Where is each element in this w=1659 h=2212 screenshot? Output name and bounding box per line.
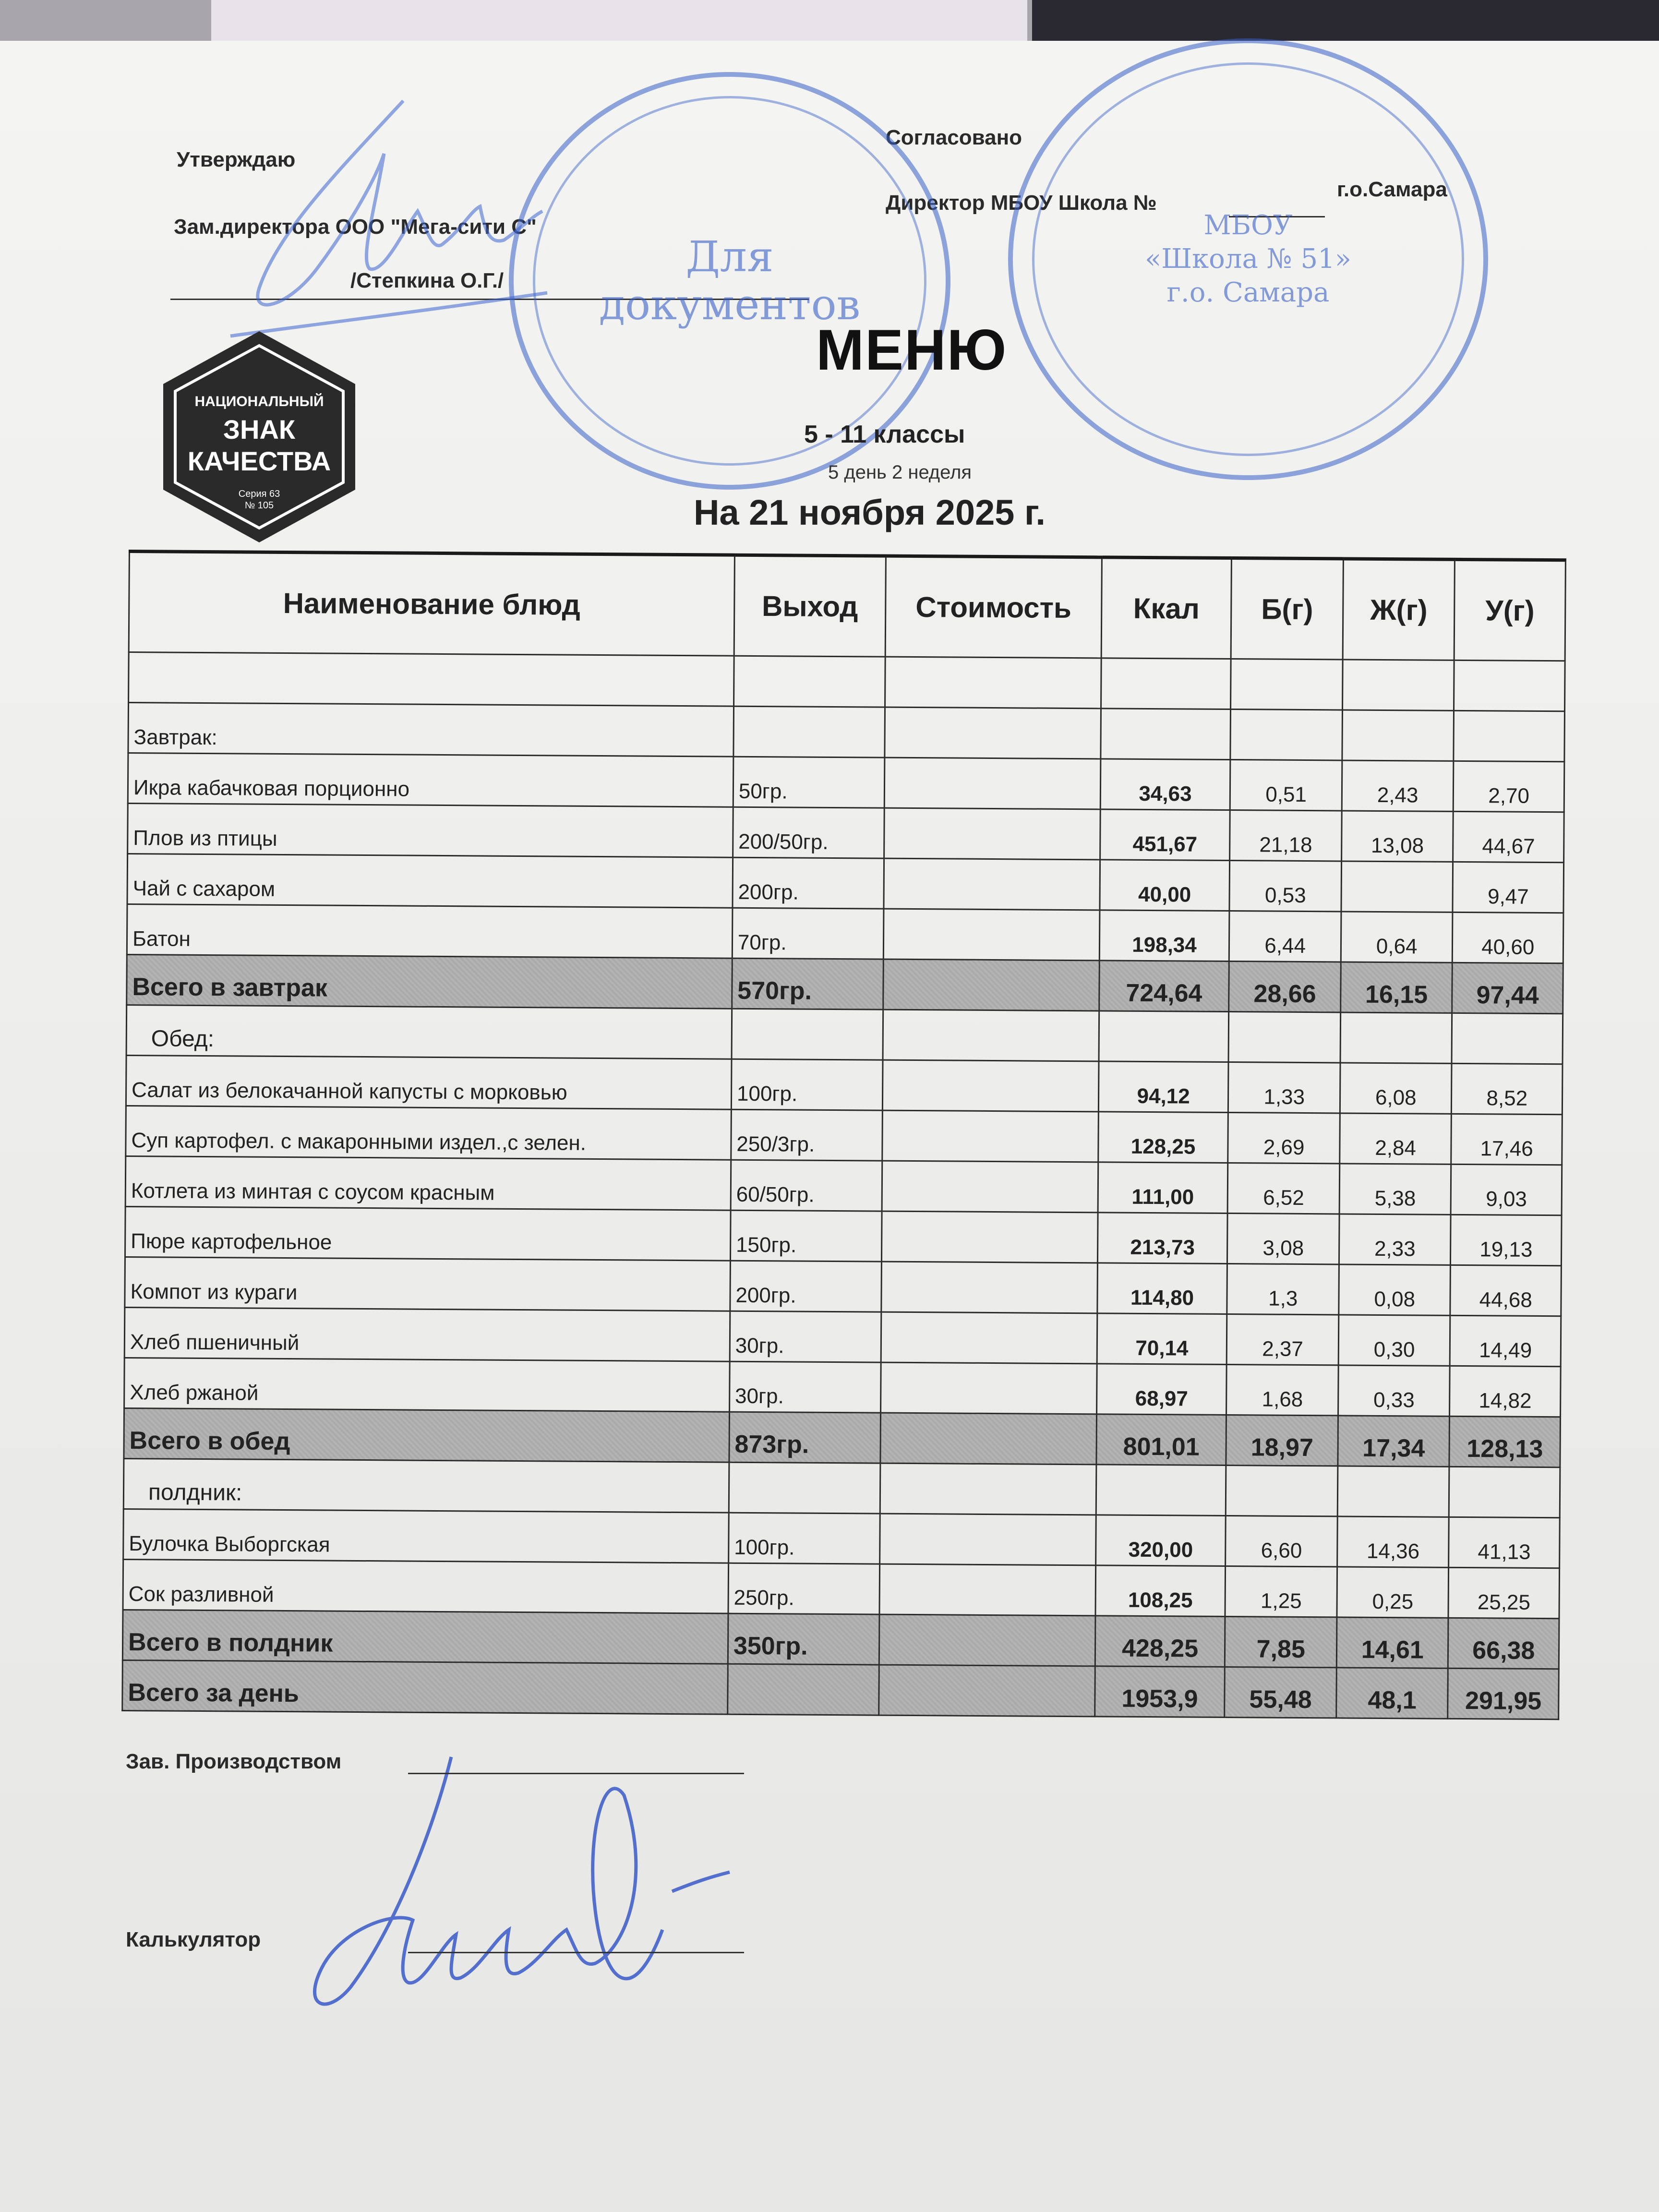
- dish-fat: [1341, 861, 1453, 912]
- day-total-row: [122, 1660, 1559, 1719]
- dish-carbs: 40,60: [1453, 912, 1563, 963]
- dish-carbs: 14,49: [1450, 1315, 1561, 1366]
- total-fat: 17,34: [1338, 1416, 1450, 1467]
- dish-cost: [884, 808, 1100, 860]
- dish-carbs: 17,46: [1451, 1114, 1562, 1165]
- dish-fat: 5,38: [1339, 1164, 1451, 1214]
- total-fat: 48,1: [1336, 1668, 1448, 1719]
- dish-kcal: 128,25: [1098, 1112, 1228, 1163]
- badge-line: КАЧЕСТВА: [187, 446, 331, 476]
- header-fat: Ж(г): [1343, 559, 1455, 660]
- production-signature-line: [408, 1773, 744, 1774]
- table-row: [127, 854, 1564, 913]
- dish-output: 70гр.: [732, 908, 884, 959]
- dish-output: 200гр.: [730, 1261, 882, 1312]
- total-fat: 14,61: [1336, 1617, 1448, 1668]
- dish-name: Пюре картофельное: [125, 1206, 730, 1261]
- total-protein: 28,66: [1229, 962, 1341, 1012]
- dish-cost: [881, 1362, 1097, 1414]
- dish-carbs: 9,47: [1453, 862, 1563, 913]
- dish-cost: [882, 1161, 1098, 1213]
- dish-name: Котлета из минтая с соусом красным: [125, 1156, 731, 1210]
- total-output: 570гр.: [732, 958, 884, 1010]
- total-protein: 18,97: [1226, 1415, 1338, 1466]
- dish-carbs: 19,13: [1451, 1214, 1562, 1265]
- dish-protein: 0,51: [1230, 760, 1342, 811]
- dish-cost: [883, 909, 1099, 961]
- total-kcal: 428,25: [1095, 1616, 1225, 1667]
- dish-fat: 2,33: [1339, 1214, 1451, 1265]
- dish-output: 200/50гр.: [733, 807, 884, 858]
- dish-fat: 2,43: [1342, 760, 1454, 811]
- dish-protein: 3,08: [1227, 1214, 1339, 1264]
- dish-cost: [882, 1060, 1098, 1112]
- dish-fat: 14,36: [1337, 1516, 1449, 1567]
- dish-carbs: 14,82: [1450, 1366, 1561, 1417]
- total-cost: [879, 1614, 1095, 1666]
- background-object: [211, 0, 1027, 41]
- dish-output: 200гр.: [733, 857, 884, 909]
- deputy-director-line: Зам.директора ООО "Мега-сити С": [174, 215, 537, 239]
- table-row: [124, 1307, 1561, 1366]
- total-row: [127, 954, 1563, 1013]
- total-protein: 7,85: [1225, 1616, 1337, 1667]
- dish-kcal: 111,00: [1098, 1162, 1228, 1214]
- dish-output: 250/3гр.: [731, 1109, 883, 1161]
- dish-kcal: 68,97: [1096, 1364, 1226, 1415]
- total-output: 873гр.: [729, 1412, 881, 1463]
- dish-cost: [882, 1110, 1098, 1162]
- dish-kcal: 213,73: [1097, 1213, 1227, 1264]
- dish-name: Батон: [127, 904, 732, 958]
- agreed-label: Согласовано: [886, 126, 1022, 149]
- dish-fat: 6,08: [1340, 1063, 1452, 1114]
- header-protein: Б(г): [1231, 558, 1344, 660]
- table-row: [125, 1206, 1562, 1265]
- dish-protein: 6,60: [1226, 1515, 1337, 1566]
- total-kcal: 1953,9: [1094, 1666, 1225, 1718]
- dish-protein: 1,33: [1228, 1062, 1340, 1113]
- deputy-name: /Степкина О.Г./: [350, 269, 504, 292]
- dish-name: Булочка Выборгская: [123, 1509, 729, 1563]
- dish-protein: 2,37: [1227, 1314, 1339, 1365]
- dish-fat: 13,08: [1342, 811, 1454, 862]
- dish-output: 100гр.: [731, 1059, 883, 1110]
- dish-kcal: 108,25: [1095, 1565, 1226, 1617]
- header-carbs: У(г): [1455, 559, 1566, 661]
- calculator-signature-line: [408, 1952, 744, 1953]
- badge-line: Серия 63: [238, 489, 280, 499]
- badge-line: НАЦИОНАЛЬНЫЙ: [194, 394, 324, 409]
- header-output: Выход: [734, 555, 886, 657]
- badge-line: ЗНАК: [223, 414, 296, 445]
- dish-fat: 0,33: [1338, 1365, 1450, 1416]
- dish-carbs: 41,13: [1449, 1517, 1560, 1568]
- section-label: Обед:: [126, 1005, 732, 1059]
- table-row: [123, 1559, 1560, 1618]
- total-carbs: 291,95: [1448, 1668, 1559, 1719]
- dish-kcal: 198,34: [1099, 910, 1229, 962]
- dish-output: 60/50гр.: [731, 1160, 882, 1211]
- total-cost: [883, 959, 1099, 1011]
- dish-name: Икра кабачковая порционно: [128, 753, 733, 807]
- dish-carbs: 9,03: [1451, 1164, 1562, 1215]
- dish-protein: 6,44: [1229, 911, 1341, 962]
- dish-protein: 1,25: [1225, 1566, 1337, 1617]
- dish-cost: [881, 1312, 1097, 1364]
- dish-cost: [880, 1514, 1096, 1565]
- header-name: Наименование блюд: [129, 552, 734, 656]
- table-row: [126, 1055, 1563, 1114]
- table-row: [126, 1106, 1563, 1165]
- section-row: [126, 1005, 1563, 1064]
- dish-kcal: 40,00: [1100, 860, 1230, 911]
- menu-date: На 21 ноября 2025 г.: [694, 493, 1046, 532]
- total-carbs: 128,13: [1449, 1416, 1560, 1467]
- production-label: Зав. Производством: [126, 1750, 342, 1773]
- total-row: [122, 1610, 1559, 1669]
- table-row: [128, 753, 1564, 812]
- dish-kcal: 320,00: [1095, 1515, 1226, 1566]
- menu-title: МЕНЮ: [816, 318, 1008, 382]
- menu-table: [121, 550, 1566, 1720]
- table-row: [124, 1358, 1561, 1417]
- total-carbs: 97,44: [1452, 962, 1563, 1013]
- dish-cost: [881, 1262, 1097, 1313]
- dish-carbs: 44,67: [1453, 811, 1564, 862]
- dish-carbs: 8,52: [1452, 1063, 1563, 1114]
- dish-kcal: 34,63: [1100, 759, 1230, 810]
- dish-output: 30гр.: [730, 1311, 881, 1362]
- dish-protein: 6,52: [1228, 1163, 1340, 1214]
- dish-output: 100гр.: [729, 1513, 880, 1564]
- dish-protein: 2,69: [1228, 1113, 1340, 1164]
- total-carbs: 66,38: [1448, 1618, 1559, 1669]
- total-label: Всего за день: [122, 1660, 728, 1714]
- dish-output: 250гр.: [728, 1563, 880, 1614]
- dish-name: Компот из кураги: [125, 1257, 730, 1311]
- total-protein: 55,48: [1225, 1667, 1336, 1718]
- quality-badge: [158, 326, 360, 547]
- dish-name: Сок разливной: [123, 1559, 728, 1613]
- school-stamp: [1008, 38, 1488, 480]
- total-kcal: 801,01: [1096, 1414, 1226, 1466]
- dish-protein: 21,18: [1230, 810, 1342, 861]
- header-cost: Стоимость: [885, 556, 1102, 658]
- city-label: г.о.Самара: [1337, 178, 1447, 201]
- stamp-text: МБОУ «Школа № 51» г.о. Самара: [1145, 210, 1351, 308]
- dish-carbs: 2,70: [1454, 761, 1564, 812]
- total-label: Всего в обед: [124, 1408, 729, 1462]
- background-object: [1032, 0, 1659, 46]
- table-row: [127, 904, 1563, 963]
- total-output: 350гр.: [728, 1613, 879, 1665]
- dish-fat: 0,30: [1338, 1315, 1450, 1366]
- section-label: Завтрак:: [128, 703, 733, 757]
- header-kcal: Ккал: [1101, 557, 1232, 659]
- dish-protein: 1,3: [1227, 1264, 1339, 1315]
- dish-output: 30гр.: [729, 1361, 881, 1413]
- section-row: [123, 1458, 1560, 1517]
- calculator-signature: [288, 1738, 749, 2035]
- week-label: 5 день 2 неделя: [828, 462, 972, 483]
- dish-fat: 2,84: [1340, 1113, 1452, 1164]
- dish-name: Плов из птицы: [128, 803, 733, 857]
- dish-name: Хлеб ржаной: [124, 1358, 730, 1412]
- dish-protein: 0,53: [1229, 861, 1341, 912]
- total-output: [728, 1664, 879, 1715]
- dish-cost: [882, 1211, 1098, 1263]
- total-fat: 16,15: [1341, 962, 1453, 1013]
- dish-carbs: 44,68: [1450, 1265, 1561, 1316]
- table-row: [128, 803, 1564, 862]
- approve-label: Утверждаю: [177, 148, 296, 171]
- table-row: [125, 1156, 1562, 1215]
- dish-name: Хлеб пшеничный: [124, 1307, 730, 1361]
- dish-fat: 0,08: [1339, 1264, 1451, 1315]
- dish-fat: 0,64: [1341, 912, 1453, 962]
- dish-output: 150гр.: [730, 1210, 882, 1262]
- dish-cost: [884, 858, 1100, 910]
- dish-kcal: 94,12: [1098, 1061, 1228, 1113]
- dish-protein: 1,68: [1226, 1365, 1338, 1416]
- section-row: [128, 703, 1565, 762]
- total-label: Всего в полдник: [122, 1610, 728, 1664]
- empty-row: [129, 652, 1565, 711]
- dish-name: Чай с сахаром: [127, 854, 733, 908]
- section-label: полдник:: [123, 1458, 729, 1513]
- table-row: [125, 1257, 1562, 1316]
- dish-carbs: 25,25: [1448, 1567, 1559, 1618]
- dish-output: 50гр.: [733, 757, 885, 808]
- dish-cost: [884, 757, 1100, 809]
- dish-fat: 0,25: [1337, 1567, 1449, 1618]
- total-cost: [879, 1665, 1095, 1717]
- grades-subtitle: 5 - 11 классы: [804, 421, 965, 448]
- calculator-label: Калькулятор: [126, 1928, 261, 1951]
- deputy-signature: [202, 86, 566, 355]
- badge-line: № 105: [244, 500, 274, 511]
- director-line: Директор МБОУ Школа №: [886, 191, 1157, 215]
- table-header: [129, 552, 1565, 661]
- stamp-text: Для документов: [599, 232, 861, 329]
- dish-cost: [879, 1564, 1095, 1616]
- dish-kcal: 114,80: [1097, 1263, 1227, 1314]
- total-row: [124, 1408, 1561, 1467]
- dish-kcal: 70,14: [1097, 1313, 1227, 1365]
- dish-name: Салат из белокачанной капусты с морковью: [126, 1055, 731, 1109]
- table-row: [123, 1509, 1560, 1568]
- total-kcal: 724,64: [1099, 961, 1229, 1012]
- total-label: Всего в завтрак: [127, 954, 732, 1009]
- dish-name: Суп картофел. с макаронными издел.,с зелен.: [126, 1106, 731, 1160]
- total-cost: [880, 1413, 1096, 1465]
- dish-kcal: 451,67: [1100, 809, 1230, 861]
